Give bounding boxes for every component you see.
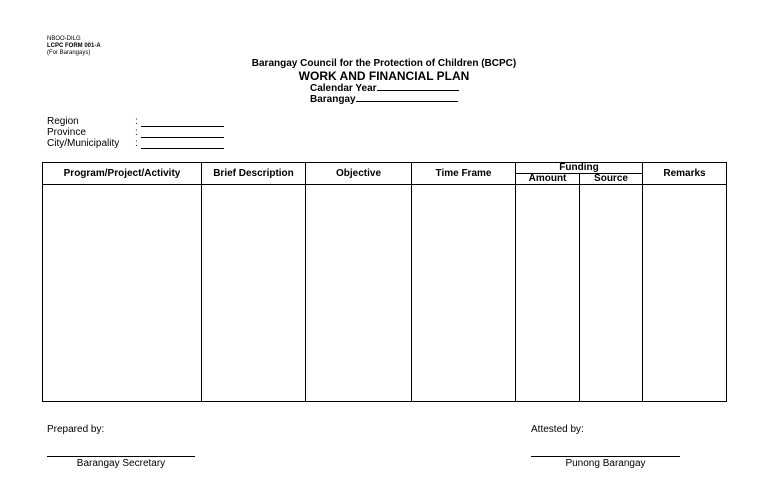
city-colon: : [135,138,138,149]
cell-amount[interactable] [516,185,580,402]
region-label: Region [47,116,79,127]
header-timeframe: Time Frame [412,163,516,185]
cell-source[interactable] [580,185,643,402]
header-description: Brief Description [202,163,306,185]
province-field[interactable] [141,137,224,138]
attested-by-label: Attested by: [531,424,584,435]
header-remarks: Remarks [643,163,727,185]
barangay-label: Barangay [310,94,356,105]
city-label: City/Municipality [47,138,120,149]
form-audience: (For Barangays) [47,50,91,56]
city-field[interactable] [141,148,224,149]
header-source: Source [580,174,643,185]
header-amount: Amount [516,174,580,185]
preparer-title: Barangay Secretary [76,458,166,469]
header-program: Program/Project/Activity [43,163,202,185]
attester-title: Punong Barangay [565,458,646,469]
plan-title: WORK AND FINANCIAL PLAN [298,69,470,83]
barangay-field[interactable] [356,93,458,102]
preparer-signature-line[interactable] [47,456,195,457]
council-title: Barangay Council for the Protection of Children (BCPC) [251,58,517,69]
region-field[interactable] [141,126,224,127]
province-colon: : [135,127,138,138]
region-colon: : [135,116,138,127]
cell-program[interactable] [43,185,202,402]
cell-remarks[interactable] [643,185,727,402]
cell-objective[interactable] [306,185,412,402]
province-label: Province [47,127,86,138]
form-code: LCPC FORM 001-A [47,43,101,49]
prepared-by-label: Prepared by: [47,424,105,435]
agency-code: NBOO-DILG [47,36,81,42]
cell-description[interactable] [202,185,306,402]
cell-timeframe[interactable] [412,185,516,402]
barangay-row [310,93,458,105]
attester-signature-line[interactable] [531,456,680,457]
header-objective: Objective [306,163,412,185]
work-financial-plan-table [42,162,727,402]
calendar-year-label: Calendar Year [310,83,377,94]
header-funding: Funding [516,163,643,174]
calendar-year-field[interactable] [377,82,459,91]
